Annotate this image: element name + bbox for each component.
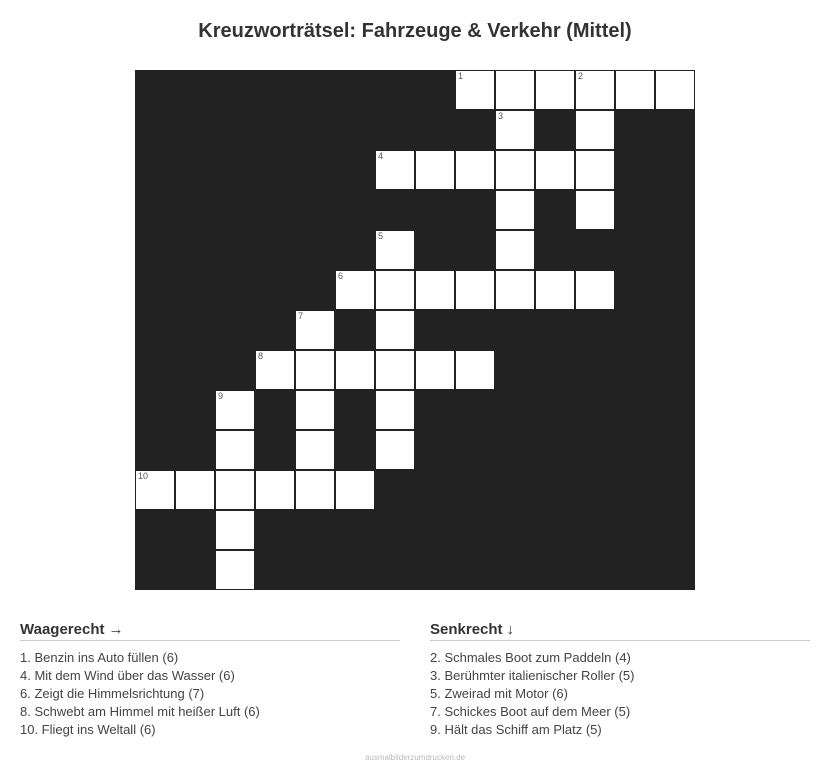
crossword-cell[interactable] xyxy=(255,470,295,510)
crossword-cell[interactable] xyxy=(295,430,335,470)
crossword-cell[interactable] xyxy=(455,270,495,310)
crossword-grid xyxy=(135,70,695,590)
crossword-cell[interactable] xyxy=(415,270,455,310)
crossword-cell[interactable] xyxy=(295,350,335,390)
down-arrow-icon: ↓ xyxy=(506,621,515,638)
crossword-cell[interactable] xyxy=(135,470,175,510)
crossword-cell[interactable] xyxy=(495,150,535,190)
across-clue: 8. Schwebt am Himmel mit heißer Luft (6) xyxy=(20,704,260,719)
crossword-cell[interactable] xyxy=(335,270,375,310)
across-clue: 6. Zeigt die Himmelsrichtung (7) xyxy=(20,686,205,701)
crossword-cell[interactable] xyxy=(455,150,495,190)
crossword-cell[interactable] xyxy=(375,150,415,190)
down-clue: 9. Hält das Schiff am Platz (5) xyxy=(430,722,602,737)
crossword-cell[interactable] xyxy=(215,550,255,590)
crossword-cell[interactable] xyxy=(295,310,335,350)
crossword-cell[interactable] xyxy=(535,150,575,190)
crossword-cell[interactable] xyxy=(575,150,615,190)
crossword-cell[interactable] xyxy=(375,230,415,270)
cell-number: 5 xyxy=(378,231,384,241)
crossword-cell[interactable] xyxy=(255,350,295,390)
crossword-cell[interactable] xyxy=(375,270,415,310)
crossword-cell[interactable] xyxy=(215,510,255,550)
crossword-cell[interactable] xyxy=(415,350,455,390)
crossword-cell[interactable] xyxy=(655,70,695,110)
down-clue: 3. Berühmter italienischer Roller (5) xyxy=(430,668,635,683)
cell-number: 10 xyxy=(138,471,149,481)
crossword-cell[interactable] xyxy=(295,390,335,430)
crossword-cell[interactable] xyxy=(575,190,615,230)
cell-number: 7 xyxy=(298,311,304,321)
across-clues xyxy=(20,621,400,739)
crossword-cell[interactable] xyxy=(455,70,495,110)
crossword-cell[interactable] xyxy=(495,70,535,110)
crossword-cell[interactable] xyxy=(575,70,615,110)
crossword-cell[interactable] xyxy=(215,390,255,430)
crossword-cell[interactable] xyxy=(175,470,215,510)
cell-number: 8 xyxy=(258,351,264,361)
crossword-cell[interactable] xyxy=(535,70,575,110)
crossword-cell[interactable] xyxy=(495,110,535,150)
crossword-cell[interactable] xyxy=(575,110,615,150)
crossword-cell[interactable] xyxy=(335,350,375,390)
down-clues xyxy=(430,621,810,739)
right-arrow-icon: → xyxy=(108,621,124,638)
down-clue: 5. Zweirad mit Motor (6) xyxy=(430,686,568,701)
across-heading xyxy=(20,621,400,641)
across-clue: 4. Mit dem Wind über das Wasser (6) xyxy=(20,668,235,683)
down-clue: 7. Schickes Boot auf dem Meer (5) xyxy=(430,704,631,719)
down-clue: 2. Schmales Boot zum Paddeln (4) xyxy=(430,650,631,665)
crossword-cell[interactable] xyxy=(575,270,615,310)
down-heading-label: Senkrecht xyxy=(430,621,503,638)
page-title: Kreuzworträtsel: Fahrzeuge & Verkehr (Mittel) xyxy=(198,20,632,42)
crossword-cell[interactable] xyxy=(375,430,415,470)
cell-number: 3 xyxy=(498,111,504,121)
down-heading xyxy=(430,621,810,641)
crossword-cell[interactable] xyxy=(335,470,375,510)
cell-number: 2 xyxy=(578,71,584,81)
across-clue: 1. Benzin ins Auto füllen (6) xyxy=(20,650,179,665)
crossword-cell[interactable] xyxy=(295,470,335,510)
crossword-cell[interactable] xyxy=(455,350,495,390)
crossword-cell[interactable] xyxy=(375,390,415,430)
crossword-cell[interactable] xyxy=(215,430,255,470)
crossword-cell[interactable] xyxy=(375,350,415,390)
crossword-cell[interactable] xyxy=(495,190,535,230)
crossword-cell[interactable] xyxy=(415,150,455,190)
across-heading-label: Waagerecht xyxy=(20,621,105,638)
across-clue: 10. Fliegt ins Weltall (6) xyxy=(20,722,156,737)
cell-number: 6 xyxy=(338,271,344,281)
crossword-cell[interactable] xyxy=(495,230,535,270)
crossword-cell[interactable] xyxy=(495,270,535,310)
cell-number: 4 xyxy=(378,151,384,161)
crossword-cell[interactable] xyxy=(375,310,415,350)
crossword-cell[interactable] xyxy=(615,70,655,110)
crossword-cell[interactable] xyxy=(215,470,255,510)
cell-number: 9 xyxy=(218,391,224,401)
cell-number: 1 xyxy=(458,71,464,81)
crossword-cell[interactable] xyxy=(535,270,575,310)
footer-credit: ausmalbilderzumdrucken.de xyxy=(364,753,466,762)
